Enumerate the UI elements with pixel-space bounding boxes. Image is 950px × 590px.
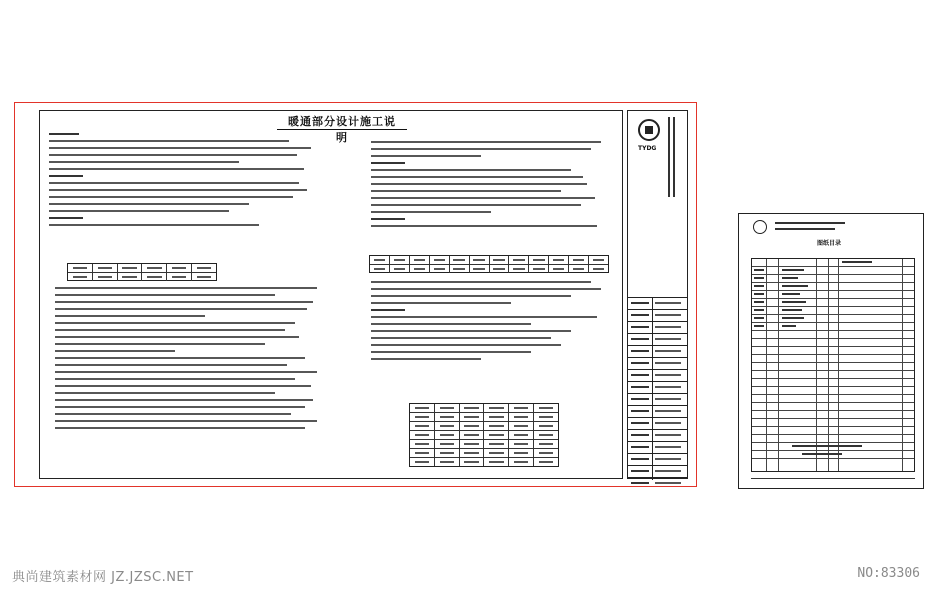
spec-text-right-lower — [371, 281, 611, 365]
spec-text-left — [49, 133, 324, 231]
drawing-index-sheet — [738, 213, 924, 489]
index-title: 图纸目录 — [817, 240, 842, 247]
title-block — [627, 110, 688, 479]
watermark-site: 典尚建筑素材网 JZ.JZSC.NET — [12, 570, 194, 585]
drawing-title: 暖通部分设计施工说明 — [288, 115, 396, 144]
logo-caption: TYDG — [638, 145, 657, 152]
company-logo-icon — [638, 119, 660, 141]
index-table — [751, 258, 915, 472]
pipe-spec-table — [369, 255, 609, 273]
index-logo-icon — [753, 220, 767, 234]
spec-text-left-lower — [55, 287, 330, 434]
design-param-table — [67, 263, 217, 281]
title-block-rows — [628, 297, 687, 489]
title-underline — [277, 129, 407, 130]
company-name-vertical — [668, 117, 682, 201]
drawing-sheet-main — [14, 102, 697, 487]
legend-table — [409, 403, 559, 467]
watermark-number: NO:83306 — [857, 566, 920, 581]
spec-text-right — [371, 141, 611, 232]
